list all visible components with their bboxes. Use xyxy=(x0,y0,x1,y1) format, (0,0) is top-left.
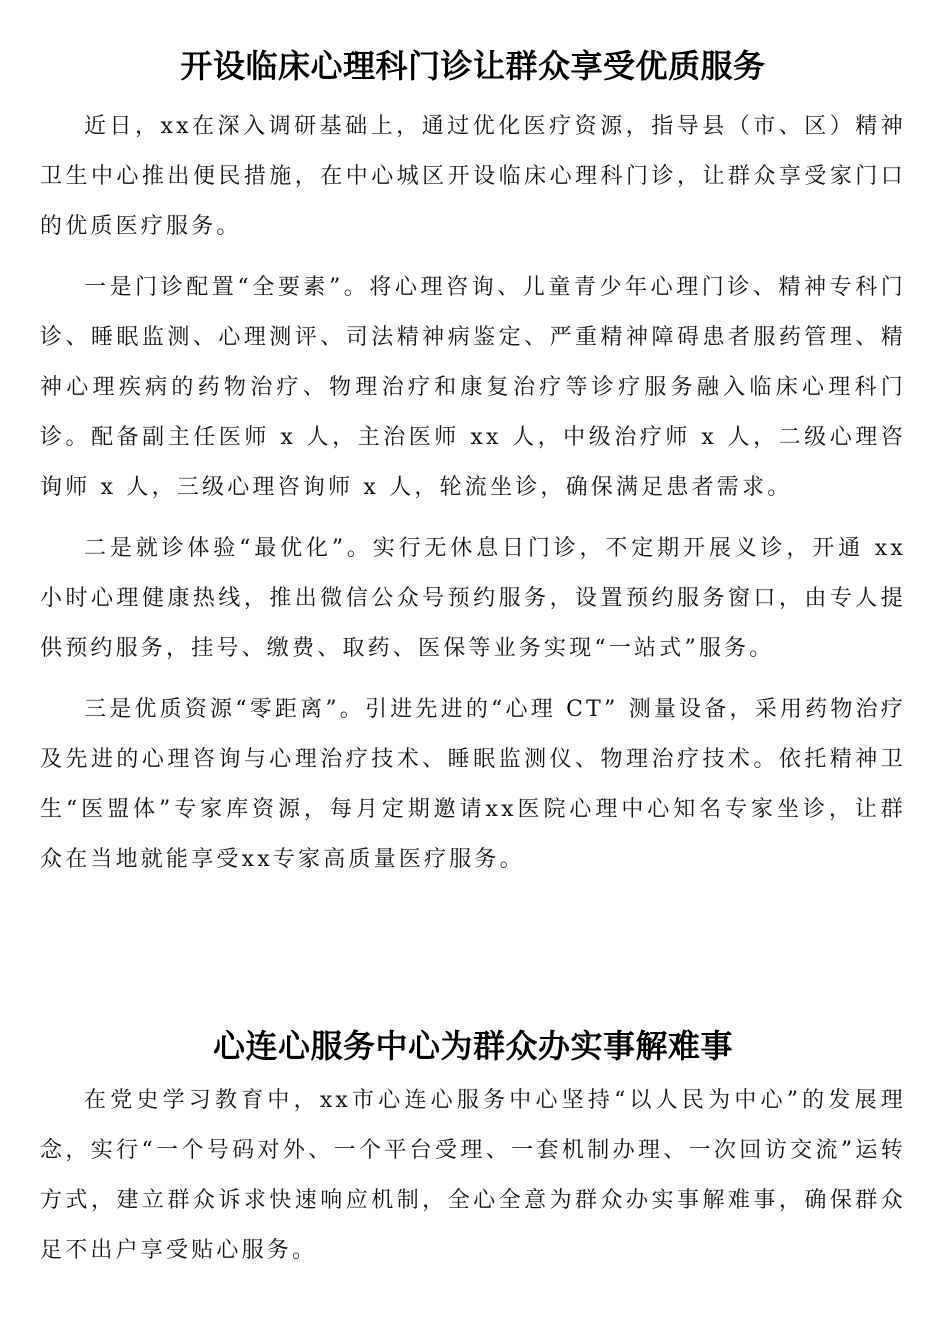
article-paragraph: 在党史学习教育中，xx市心连心服务中心坚持“以人民为中心”的发展理念，实行“一个号码对外、一个平台受理、一套机制办理、一次回访交流”运转方式，建立群众诉求快速响应机制，全心全意为群众办实事解难事，确保群众足不出户享受贴心服务。 xyxy=(40,1088,906,1263)
article-paragraph: 三是优质资源“零距离”。引进先进的“心理 CT” 测量设备，采用药物治疗及先进的心理咨询与心理治疗技术、睡眠监测仪、物理治疗技术。依托精神卫生“医盟体”专家库资源，每月定期邀请xx医院心理中心知名专家坐诊，让群众在当地就能享受xx专家高质量医疗服务。 xyxy=(40,697,906,872)
article-title: 开设临床心理科门诊让群众享受优质服务 xyxy=(180,47,766,85)
article-service-center xyxy=(40,1018,906,1276)
article-psychology-clinic xyxy=(40,38,906,885)
article-paragraph: 二是就诊体验“最优化”。实行无休息日门诊，不定期开展义诊，开通 xx 小时心理健康热线，推出微信公众号预约服务，设置预约服务窗口，由专人提供预约服务，挂号、缴费、取药、医保等业务实现“一站式”服务。 xyxy=(40,536,906,661)
article-paragraph: 近日，xx在深入调研基础上，通过优化医疗资源，指导县（市、区）精神卫生中心推出便民措施，在中心城区开设临床心理科门诊，让群众享受家门口的优质医疗服务。 xyxy=(40,114,906,239)
article-paragraph: 一是门诊配置“全要素”。将心理咨询、儿童青少年心理门诊、精神专科门诊、睡眠监测、心理测评、司法精神病鉴定、严重精神障碍患者服药管理、精神心理疾病的药物治疗、物理治疗和康复治疗等诊疗服务融入临床心理科门诊。配备副主任医师 x 人，主治医师 xx 人，中级治疗师 x 人，二级心理咨询师 x 人，三级心理咨询师 x 人，轮流坐诊，确保满足患者需求。 xyxy=(40,275,906,500)
article-title: 心连心服务中心为群众办实事解难事 xyxy=(212,1027,733,1065)
